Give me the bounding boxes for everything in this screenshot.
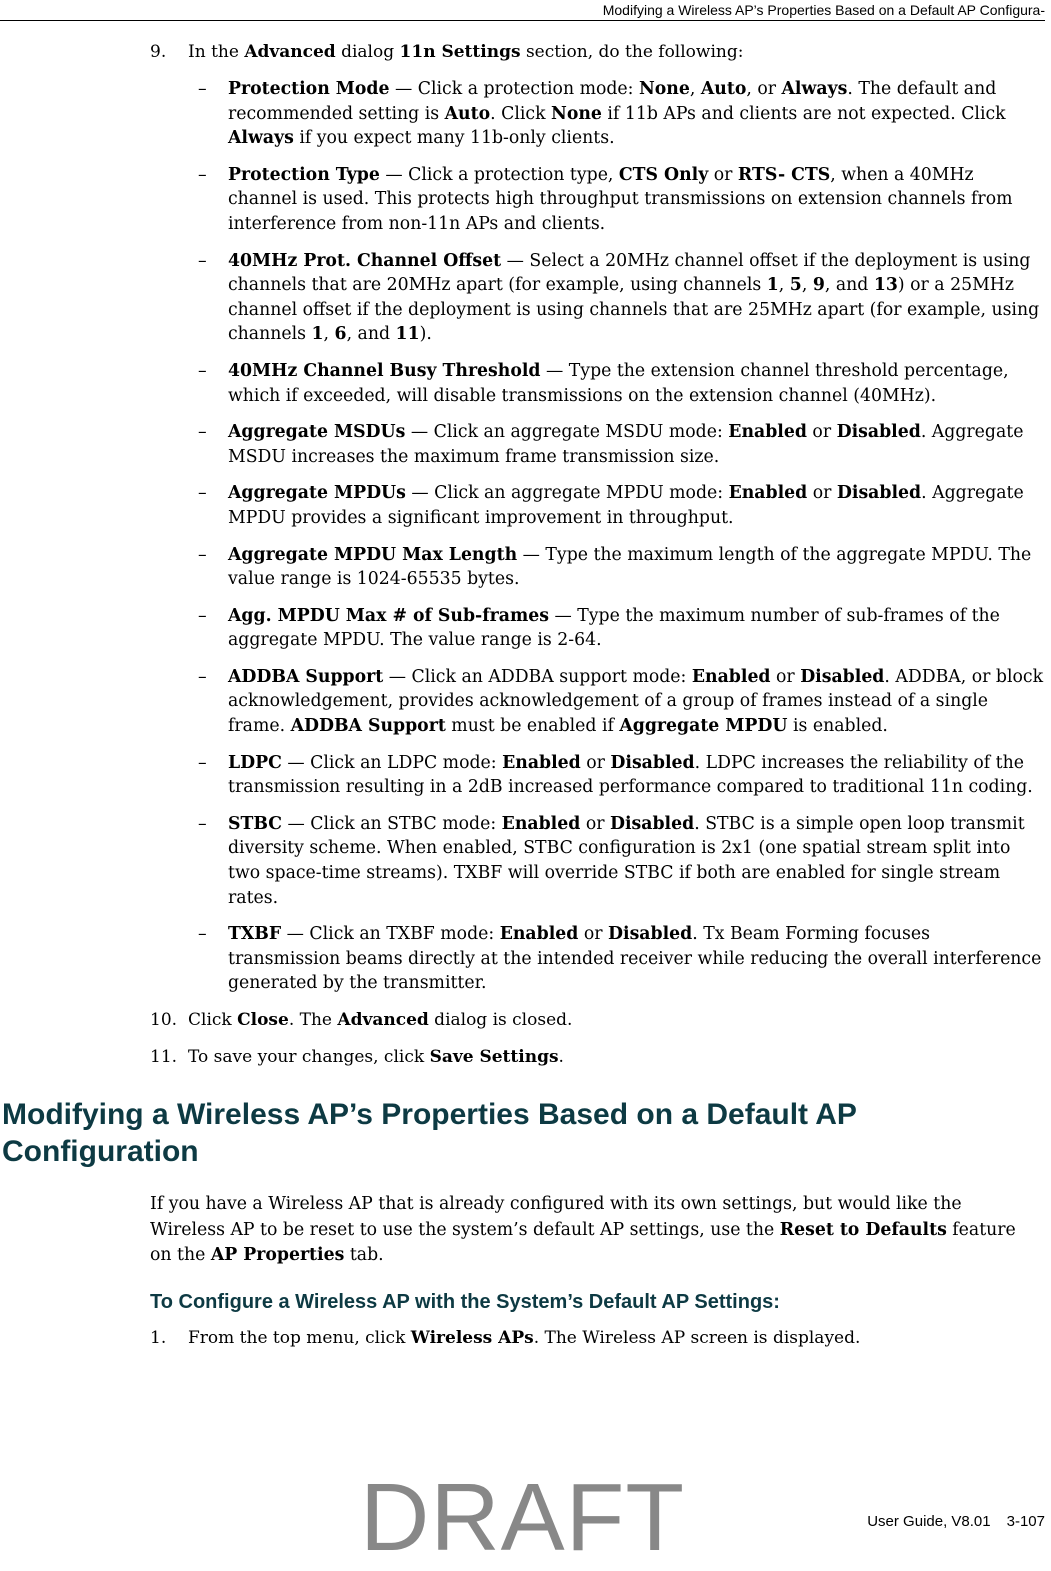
step-11-text: To save your changes, click Save Settings. — [188, 1047, 564, 1067]
setting-text: LDPC — Click an LDPC mode: Enabled or Disabled. LDPC increases the reliability of the transmission resulting in a 2dB increased performance compared to traditional 11n coding. — [228, 752, 1033, 798]
setting-text: Agg. MPDU Max # of Sub-frames — Type the maximum number of sub-frames of the aggregate MPDU. The value range is 2-64. — [228, 605, 1000, 651]
setting-text: TXBF — Click an TXBF mode: Enabled or Disabled. Tx Beam Forming focuses transmission beams directly at the intended receiver while reducing the overall interference generated by the transmitter. — [228, 924, 1042, 994]
setting-text: Aggregate MSDUs — Click an aggregate MSDU mode: Enabled or Disabled. Aggregate MSDU increases the maximum frame transmission size. — [228, 422, 1024, 467]
setting-max-subframes — [198, 604, 1045, 653]
step-10-text: Click Close. The Advanced dialog is closed. — [188, 1010, 573, 1030]
dash-bullet: – — [198, 250, 207, 271]
page-footer — [867, 1513, 1045, 1530]
setting-text: Aggregate MPDU Max Length — Type the maximum length of the aggregate MPDU. The value range is 1024-65535 bytes. — [228, 544, 1032, 590]
step-9 — [150, 40, 1045, 996]
step-10 — [150, 1008, 1045, 1033]
dash-bullet: – — [198, 483, 207, 504]
dash-bullet: – — [198, 813, 207, 834]
page-content — [0, 40, 1051, 1351]
setting-aggregate-msdus — [198, 420, 1045, 469]
setting-stbc — [198, 812, 1045, 910]
setting-mpdu-max-length — [198, 543, 1045, 592]
procedure-heading: To Configure a Wireless AP with the System’s Default AP Settings: — [150, 1290, 780, 1313]
dash-bullet: – — [198, 924, 207, 945]
step-1-text: From the top menu, click Wireless APs. The Wireless AP screen is displayed. — [188, 1327, 861, 1348]
setting-protection-mode — [198, 77, 1045, 151]
step-9-intro: In the Advanced dialog 11n Settings section, do the following: — [188, 42, 744, 62]
setting-text: STBC — Click an STBC mode: Enabled or Disabled. STBC is a simple open loop transmit diversity scheme. When enabled, STBC configuration is 2x1 (one spatial stream split into two space-time streams). TXBF will override STBC if both are enabled for single stream rates. — [228, 813, 1025, 908]
setting-ldpc — [198, 751, 1045, 800]
dash-bullet: – — [198, 79, 207, 99]
setting-busy-threshold — [198, 359, 1045, 408]
step-11 — [150, 1045, 1045, 1070]
dash-bullet: – — [198, 605, 207, 626]
step-number: 9. — [150, 42, 167, 62]
setting-text: Aggregate MPDUs — Click an aggregate MPDU mode: Enabled or Disabled. Aggregate MPDU provides a significant improvement in throughput. — [228, 483, 1024, 528]
setting-text: Protection Type — Click a protection type, CTS Only or RTS- CTS, when a 40MHz channel is used. This protects high throughput transmissions on extension channels from interference from non-11n APs and clients. — [228, 164, 1013, 234]
dash-bullet: – — [198, 164, 207, 185]
step-1 — [150, 1326, 1045, 1351]
footer-guide-label: User Guide, V8.01 — [867, 1513, 991, 1530]
setting-protection-type — [198, 163, 1045, 237]
settings-list — [150, 77, 1045, 996]
step-number: 10. — [150, 1010, 178, 1030]
draft-watermark: DRAFT — [360, 1464, 685, 1571]
running-header: Modifying a Wireless AP’s Properties Based on a Default AP Configura- — [0, 0, 1045, 21]
setting-text: Protection Mode — Click a protection mode: None, Auto, or Always. The default and recommended setting is Auto. Click None if 11b APs and clients are not expected. Click Always if you expect many 11b-only clients. — [228, 79, 1006, 149]
footer-page-number: 3-107 — [1006, 1513, 1045, 1530]
section-paragraph: If you have a Wireless AP that is already configured with its own settings, but would like the Wireless AP to be reset to use the system’s default AP settings, use the Reset to Defaults feature on the AP Properties tab. — [150, 1194, 1016, 1265]
setting-txbf — [198, 922, 1045, 996]
section-heading: Modifying a Wireless AP’s Properties Based on a Default AP Configuration — [2, 1098, 857, 1168]
setting-addba-support — [198, 665, 1045, 739]
dash-bullet: – — [198, 666, 207, 687]
dash-bullet: – — [198, 360, 207, 381]
dash-bullet: – — [198, 752, 207, 773]
step-number: 1. — [150, 1327, 167, 1348]
setting-channel-offset — [198, 249, 1045, 347]
setting-text: ADDBA Support — Click an ADDBA support mode: Enabled or Disabled. ADDBA, or block acknowledgement, provides acknowledgement of a group of frames instead of a single frame. ADDBA Support must be enabled if Aggregate MPDU is enabled. — [228, 666, 1044, 737]
dash-bullet: – — [198, 422, 207, 443]
setting-text: 40MHz Prot. Channel Offset — Select a 20MHz channel offset if the deployment is using channels that are 20MHz apart (for example, using channels 1, 5, 9, and 13) or a 25MHz channel offset if the deployment is using channels that are 25MHz apart (for example, using channels 1, 6, and 11). — [228, 250, 1040, 345]
dash-bullet: – — [198, 544, 207, 565]
setting-text: 40MHz Channel Busy Threshold — Type the extension channel threshold percentage, which if exceeded, will disable transmissions on the extension channel (40MHz). — [228, 360, 1009, 406]
setting-aggregate-mpdus — [198, 481, 1045, 530]
step-number: 11. — [150, 1047, 178, 1067]
